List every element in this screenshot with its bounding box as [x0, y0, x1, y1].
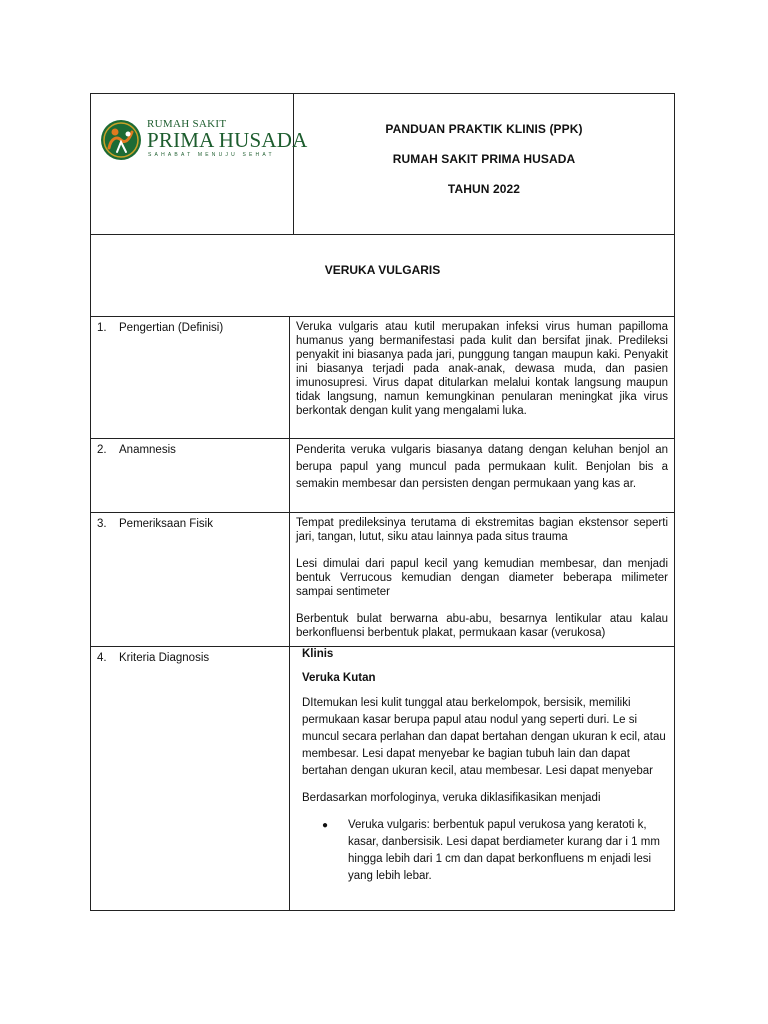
physical-exam-paragraph-3: Berbentuk bulat berwarna abu-abu, besarnya lentikular atau kalau berkonfluensi berbentuk plakat, permukaan kasar (verukosa): [296, 613, 668, 639]
header-title-line3: TAHUN 2022: [447, 182, 521, 196]
row-number: 4.: [97, 652, 107, 664]
list-item: [302, 817, 668, 885]
anamnesis-text: Penderita veruka vulgaris biasanya datang dengan keluhan benjol an berupa papul yang muncul pada permukaan kulit. Benjolan bis a semakin membesar dan persisten dengan permukaan yang kas ar.: [296, 444, 668, 490]
row-number: 1.: [97, 322, 107, 334]
topic-title: VERUKA VULGARIS: [324, 263, 441, 277]
logo-tagline: SAHABAT MENUJU SEHAT: [148, 152, 275, 158]
logo-line1: RUMAH SAKIT: [147, 118, 227, 130]
table-row: [90, 439, 675, 513]
physical-exam-paragraph-2: Lesi dimulai dari papul kecil yang kemudian membesar, dan menjadi bentuk Verrucous kemudian dengan diameter beberapa milimeter sampai sentimeter: [296, 558, 668, 598]
row-label: [91, 647, 290, 910]
row-number: 3.: [97, 518, 107, 530]
topic-row: [90, 235, 675, 317]
bullet-icon: ●: [322, 820, 329, 831]
criteria-paragraph-1: DItemukan lesi kulit tunggal atau berkelompok, bersisik, memiliki permukaan kasar berupa papul atau nodul yang seperti duri. Le si muncul secara perlahan dan dapat bertahan dengan ukuran k ecil, atau membesar. Lesi dapat menyebar ke bagian tubuh lain dan dapat bertahan dengan ukuran kecil, atau membesar. Lesi dapat menyebar: [302, 697, 666, 777]
header-title-block: [294, 94, 674, 234]
hospital-emblem-icon: [99, 118, 143, 162]
row-label: [91, 513, 290, 646]
ppk-document: [90, 93, 675, 911]
row-label-text: Pemeriksaan Fisik: [119, 518, 213, 530]
row-number: 2.: [97, 444, 107, 456]
bullet-text: Veruka vulgaris: berbentuk papul verukosa yang keratoti k, kasar, danbersisik. Lesi dapat berdiameter kurang dar i 1 mm hingga lebih dari 1 cm dan dapat berkonfluens m enjadi lesi yang lebih lebar.: [348, 819, 660, 882]
row-content: [290, 647, 674, 910]
criteria-heading-klinis: Klinis: [302, 648, 334, 660]
row-content: [290, 513, 674, 646]
row-content: [290, 317, 674, 438]
row-content: [290, 439, 674, 512]
hospital-logo: [99, 118, 308, 168]
row-label: [91, 439, 290, 512]
logo-line2: PRIMA HUSADA: [147, 128, 308, 152]
header-title-line2: RUMAH SAKIT PRIMA HUSADA: [392, 152, 576, 166]
criteria-paragraph-2: Berdasarkan morfologinya, veruka diklasifikasikan menjadi: [302, 792, 601, 804]
document-header: [90, 93, 675, 235]
physical-exam-paragraph-1: Tempat predileksinya terutama di ekstremitas bagian ekstensor seperti jari, tangan, lutut, siku atau lainnya pada situs trauma: [296, 517, 668, 543]
header-title-line1: PANDUAN PRAKTIK KLINIS (PPK): [385, 122, 583, 136]
definition-text: Veruka vulgaris atau kutil merupakan infeksi virus human papilloma humanus yang bermanifestasi pada kulit dan bersifat jinak. Predileksi penyakit ini biasanya pada jari, punggung tangan maupun kaki. Penyakit ini biasanya terjadi pada anak-anak, dewasa muda, dan pasien imunosupresi. Virus dapat ditularkan melalui kontak langsung maupun tidak langsung, namun kemungkinan penularan meningkat jika virus berkontak dengan kulit yang mengalami luka.: [296, 321, 668, 417]
row-label-text: Anamnesis: [119, 444, 176, 456]
table-row: [90, 317, 675, 439]
row-label-text: Pengertian (Definisi): [119, 322, 224, 334]
hospital-logo-cell: [91, 94, 308, 234]
row-label: [91, 317, 290, 438]
criteria-heading-veruka-kutan: Veruka Kutan: [302, 672, 376, 684]
table-row: [90, 513, 675, 647]
row-label-text: Kriteria Diagnosis: [119, 652, 210, 664]
table-row: [90, 647, 675, 911]
